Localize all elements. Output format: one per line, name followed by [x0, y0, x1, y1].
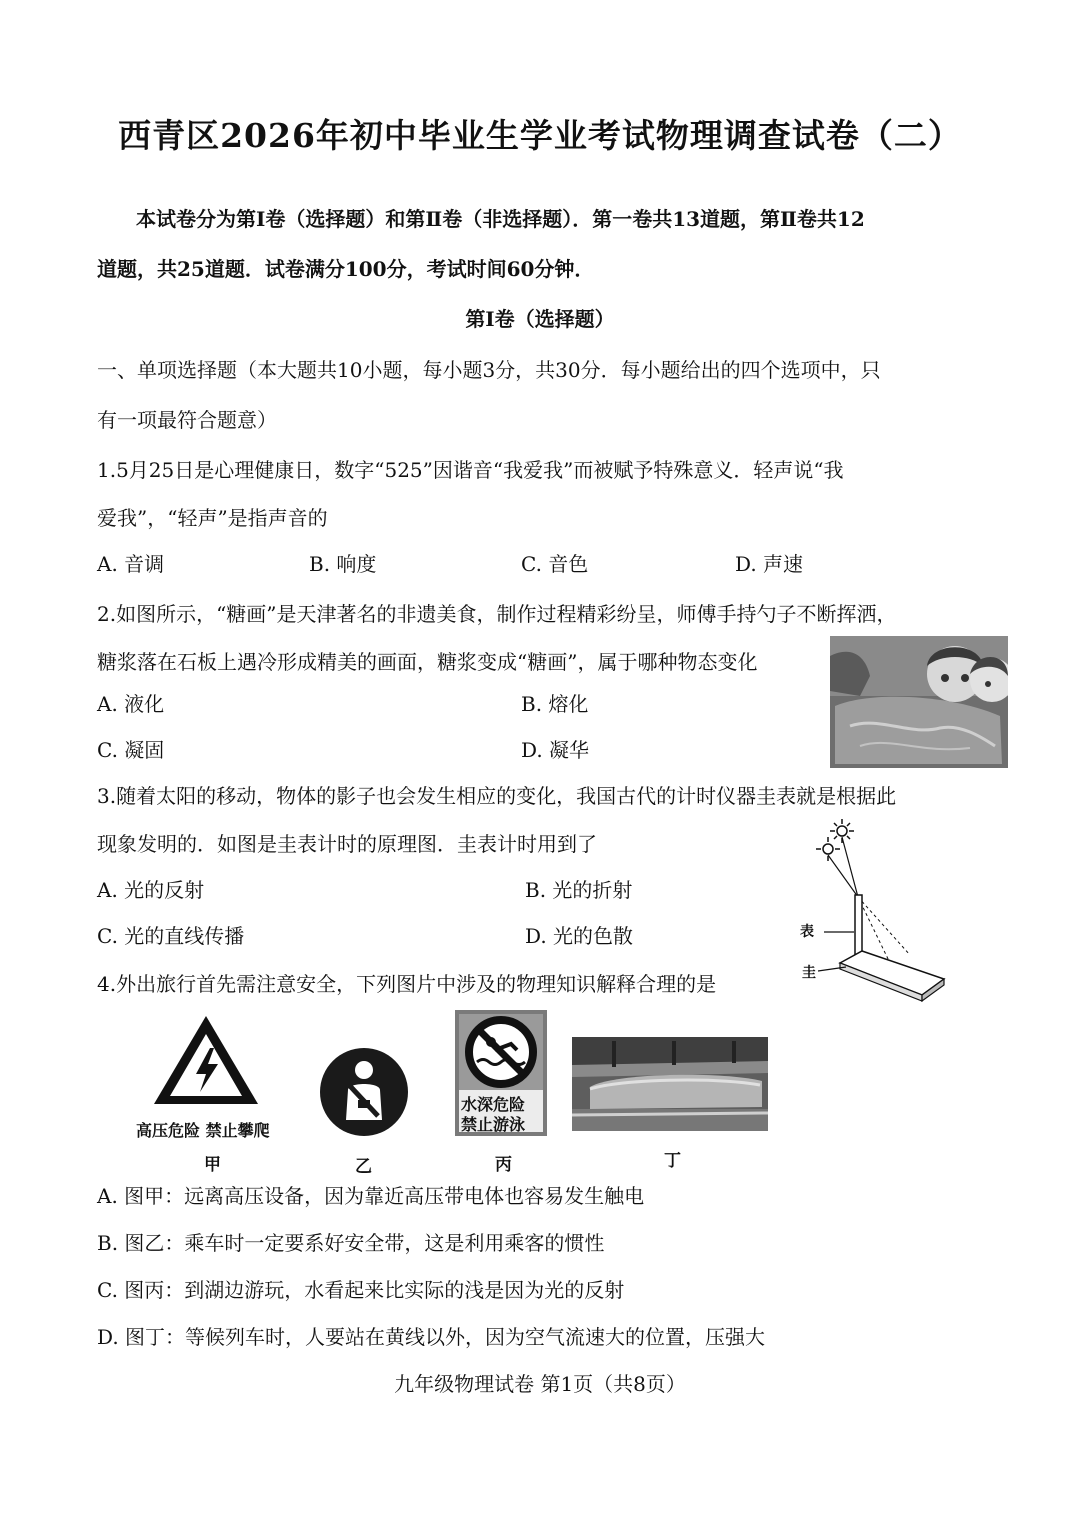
caption-jia: 甲 [204, 1155, 221, 1175]
q2-option-a: A. 液化 [97, 692, 165, 716]
q3-option-c: C. 光的直线传播 [97, 924, 245, 948]
intro-line-2: 道题，共25道题．试卷满分100分，考试时间60分钟． [97, 257, 595, 281]
q3-stem-line-2: 现象发明的．如图是圭表计时的原理图．圭表计时用到了 [97, 832, 597, 856]
q1-stem-line-2: 爱我”，“轻声”是指声音的 [97, 506, 328, 530]
page-title: 西青区2026年初中毕业生学业考试物理调查试卷（二） [118, 116, 962, 155]
page-footer: 九年级物理试卷 第1页（共8页） [394, 1372, 686, 1396]
section-instructions-2: 有一项最符合题意） [97, 408, 277, 432]
q2-option-d: D. 凝华 [521, 738, 590, 762]
q3-option-a: A. 光的反射 [97, 878, 205, 902]
sun-icon-upper [830, 819, 854, 843]
q2-option-b: B. 熔化 [521, 692, 589, 716]
sign-jia-text: 高压危险 禁止攀爬 [136, 1121, 270, 1140]
q3-option-d: D. 光的色散 [525, 924, 634, 948]
q1-option-a: A. 音调 [97, 552, 165, 576]
section-instructions-1: 一、单项选择题（本大题共10小题，每小题3分，共30分．每小题给出的四个选项中，只 [97, 358, 881, 382]
q4-option-d: D. 图丁：等候列车时，人要站在黄线以外，因为空气流速大的位置，压强大 [97, 1325, 766, 1349]
seatbelt-icon [318, 1046, 410, 1138]
q1-option-c: C. 音色 [521, 552, 589, 576]
q2-option-c: C. 凝固 [97, 738, 165, 762]
caption-ding: 丁 [664, 1151, 681, 1171]
gnomon-label-gui: 圭 [802, 965, 816, 981]
sun-icon-lower [816, 837, 840, 861]
q4-stem: 4.外出旅行首先需注意安全，下列图片中涉及的物理知识解释合理的是 [97, 972, 717, 996]
caption-yi: 乙 [355, 1157, 372, 1177]
intro-line-1: 本试卷分为第Ⅰ卷（选择题）和第Ⅱ卷（非选择题）．第一卷共13道题，第Ⅱ卷共12 [136, 207, 865, 231]
high-voltage-warning-icon [150, 1012, 262, 1108]
q4-option-b: B. 图乙：乘车时一定要系好安全带，这是利用乘客的惯性 [97, 1231, 605, 1255]
q2-stem-line-2: 糖浆落在石板上遇冷形成精美的画面，糖浆变成“糖画”，属于哪种物态变化 [97, 650, 758, 674]
sign-bing-text-2: 禁止游泳 [461, 1115, 526, 1134]
sign-bing-text-1: 水深危险 [461, 1095, 526, 1114]
gnomon-diagram [798, 815, 950, 1005]
gnomon-label-biao: 表 [800, 924, 814, 940]
q2-stem-line-1: 2.如图所示，“糖画”是天津著名的非遗美食，制作过程精彩纷呈，师傅手持勺子不断挥洒， [97, 602, 897, 626]
q4-option-c: C. 图丙：到湖边游玩，水看起来比实际的浅是因为光的反射 [97, 1278, 625, 1302]
q3-stem-line-1: 3.随着太阳的移动，物体的影子也会发生相应的变化，我国古代的计时仪器圭表就是根据此 [97, 784, 897, 808]
candy-painting-photo [830, 636, 1008, 768]
train-platform-photo [572, 1037, 768, 1131]
caption-bing: 丙 [495, 1155, 512, 1175]
section-heading: 第Ⅰ卷（选择题） [465, 307, 615, 331]
q3-option-b: B. 光的折射 [525, 878, 633, 902]
q4-option-a: A. 图甲：远离高压设备，因为靠近高压带电体也容易发生触电 [97, 1184, 645, 1208]
q1-option-b: B. 响度 [309, 552, 377, 576]
q1-option-d: D. 声速 [735, 552, 804, 576]
q1-stem-line-1: 1.5月25日是心理健康日，数字“525”因谐音“我爱我”而被赋予特殊意义．轻声说“我 [97, 458, 844, 482]
